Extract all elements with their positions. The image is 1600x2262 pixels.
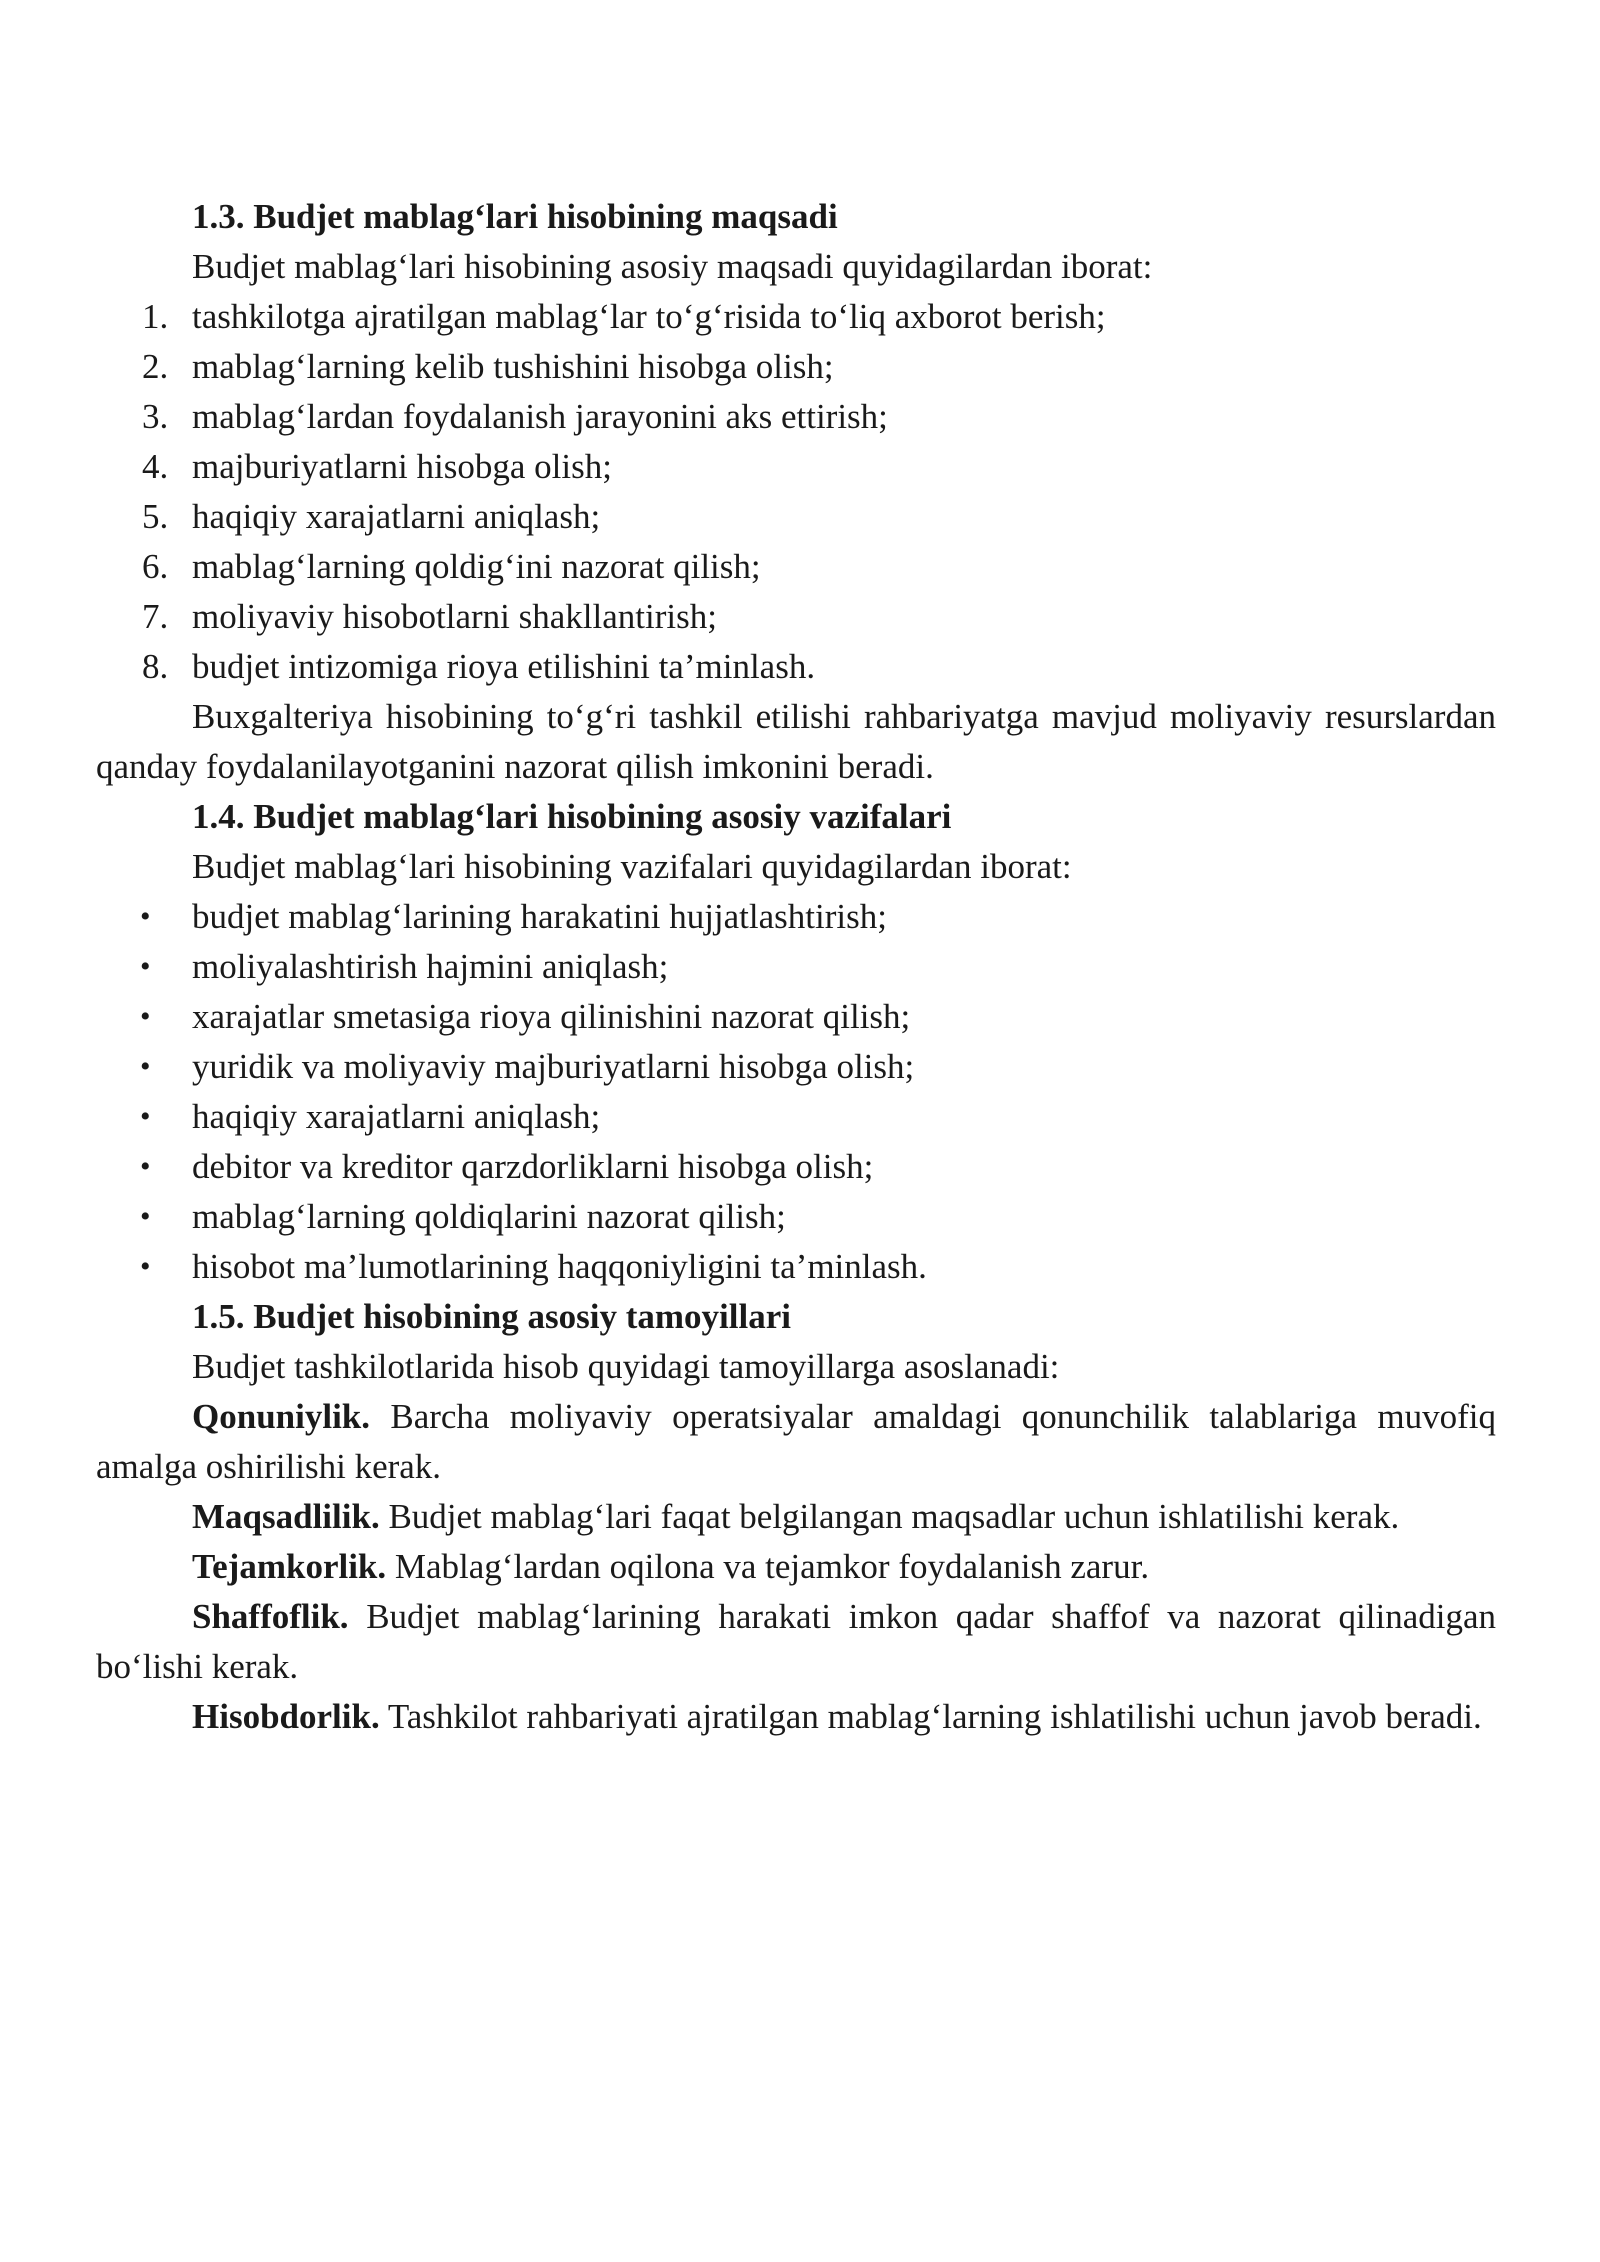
principle-term: Hisobdorlik. bbox=[192, 1697, 380, 1736]
list-item-text: mablag‘larning qoldig‘ini nazorat qilish; bbox=[192, 547, 761, 586]
list-item-text: tashkilotga ajratilgan mablag‘lar to‘g‘risida to‘liq axborot berish; bbox=[192, 297, 1106, 336]
list-number: 5. bbox=[142, 497, 169, 536]
list-item bbox=[96, 342, 1496, 392]
list-item-text: yuridik va moliyaviy majburiyatlarni hisobga olish; bbox=[192, 1047, 915, 1086]
list-item-text: mablag‘lardan foydalanish jarayonini aks ettirish; bbox=[192, 397, 888, 436]
bullet-icon: • bbox=[140, 1250, 151, 1283]
principle-paragraph bbox=[96, 1392, 1496, 1492]
principle-text: Tashkilot rahbariyati ajratilgan mablag‘larning ishlatilishi uchun javob beradi. bbox=[379, 1697, 1482, 1736]
bullet-icon: • bbox=[140, 1150, 151, 1183]
list-item bbox=[96, 892, 1496, 942]
list-item bbox=[96, 542, 1496, 592]
bullet-icon: • bbox=[140, 1100, 151, 1133]
document-page bbox=[96, 192, 1496, 1742]
list-item bbox=[96, 1092, 1496, 1142]
bullet-icon: • bbox=[140, 950, 151, 983]
list-number: 8. bbox=[142, 647, 169, 686]
list-item bbox=[96, 592, 1496, 642]
list-item bbox=[96, 492, 1496, 542]
principle-paragraph bbox=[96, 1492, 1496, 1542]
bullet-icon: • bbox=[140, 900, 151, 933]
list-item-text: debitor va kreditor qarzdorliklarni hisobga olish; bbox=[192, 1147, 874, 1186]
list-item bbox=[96, 642, 1496, 692]
bullet-icon: • bbox=[140, 1200, 151, 1233]
principle-paragraph bbox=[96, 1542, 1496, 1592]
section-intro-1-3: Budjet mablag‘lari hisobining asosiy maqsadi quyidagilardan iborat: bbox=[192, 247, 1153, 286]
principle-text: Mablag‘lardan oqilona va tejamkor foydalanish zarur. bbox=[386, 1547, 1150, 1586]
list-item bbox=[96, 992, 1496, 1042]
list-number: 4. bbox=[142, 447, 169, 486]
section-intro-1-4: Budjet mablag‘lari hisobining vazifalari quyidagilardan iborat: bbox=[192, 847, 1072, 886]
principle-paragraph bbox=[96, 1692, 1496, 1742]
list-item-text: haqiqiy xarajatlarni aniqlash; bbox=[192, 497, 601, 536]
list-item bbox=[96, 292, 1496, 342]
list-item-text: hisobot ma’lumotlarining haqqoniyligini ta’minlash. bbox=[192, 1247, 927, 1286]
list-item-text: moliyalashtirish hajmini aniqlash; bbox=[192, 947, 669, 986]
list-number: 7. bbox=[142, 597, 169, 636]
bullet-icon: • bbox=[140, 1000, 151, 1033]
list-item bbox=[96, 1242, 1496, 1292]
principle-text: Budjet mablag‘larining harakati imkon qadar shaffof va nazorat qilinadigan bo‘lishi kerak. bbox=[96, 1597, 1496, 1686]
list-item-text: mablag‘larning kelib tushishini hisobga olish; bbox=[192, 347, 834, 386]
list-item bbox=[96, 392, 1496, 442]
principle-term: Tejamkorlik. bbox=[192, 1547, 387, 1586]
section-intro-1-5: Budjet tashkilotlarida hisob quyidagi tamoyillarga asoslanadi: bbox=[192, 1347, 1060, 1386]
section-heading-1-3: 1.3. Budjet mablag‘lari hisobining maqsadi bbox=[192, 197, 838, 236]
principle-term: Qonuniylik. bbox=[192, 1397, 371, 1436]
list-item bbox=[96, 1142, 1496, 1192]
list-number: 3. bbox=[142, 397, 169, 436]
list-item-text: moliyaviy hisobotlarni shakllantirish; bbox=[192, 597, 717, 636]
section-heading-1-5: 1.5. Budjet hisobining asosiy tamoyillari bbox=[192, 1297, 791, 1336]
tasks-list bbox=[96, 892, 1496, 1292]
list-item bbox=[96, 1192, 1496, 1242]
list-item-text: budjet intizomiga rioya etilishini ta’minlash. bbox=[192, 647, 816, 686]
principle-text: Barcha moliyaviy operatsiyalar amaldagi qonunchilik talablariga muvofiq amalga oshirilishi kerak. bbox=[96, 1397, 1496, 1486]
list-number: 1. bbox=[142, 297, 169, 336]
list-item-text: majburiyatlarni hisobga olish; bbox=[192, 447, 612, 486]
principle-term: Maqsadlilik. bbox=[192, 1497, 380, 1536]
list-item-text: budjet mablag‘larining harakatini hujjatlashtirish; bbox=[192, 897, 887, 936]
bullet-icon: • bbox=[140, 1050, 151, 1083]
principle-paragraph bbox=[96, 1592, 1496, 1692]
list-number: 2. bbox=[142, 347, 169, 386]
list-item bbox=[96, 1042, 1496, 1092]
list-item bbox=[96, 442, 1496, 492]
goals-list bbox=[96, 292, 1496, 692]
list-item-text: mablag‘larning qoldiqlarini nazorat qilish; bbox=[192, 1197, 786, 1236]
list-item bbox=[96, 942, 1496, 992]
section-heading-1-4: 1.4. Budjet mablag‘lari hisobining asosiy vazifalari bbox=[192, 797, 952, 836]
list-item-text: xarajatlar smetasiga rioya qilinishini nazorat qilish; bbox=[192, 997, 911, 1036]
principle-text: Budjet mablag‘lari faqat belgilangan maqsadlar uchun ishlatilishi kerak. bbox=[379, 1497, 1400, 1536]
list-item-text: haqiqiy xarajatlarni aniqlash; bbox=[192, 1097, 601, 1136]
section-conclusion-1-3: Buxgalteriya hisobining to‘g‘ri tashkil etilishi rahbariyatga mavjud moliyaviy resurslardan qanday foydalanilayotganini nazorat qilish imkonini beradi. bbox=[96, 697, 1496, 786]
list-number: 6. bbox=[142, 547, 169, 586]
principle-term: Shaffoflik. bbox=[192, 1597, 349, 1636]
